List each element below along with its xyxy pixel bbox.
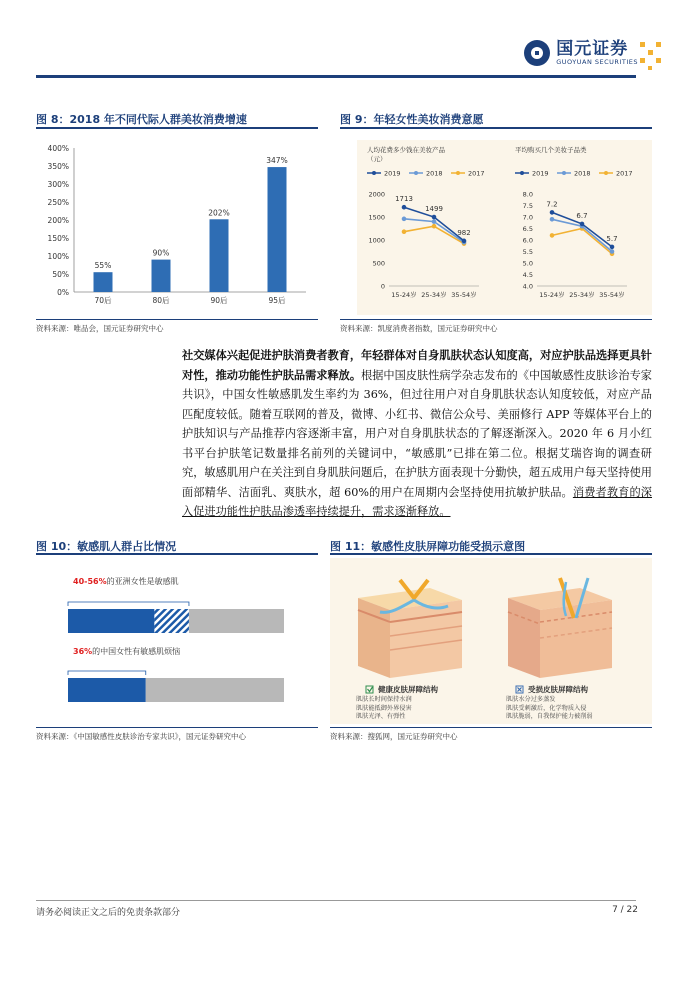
legend-label: 2017: [616, 169, 633, 178]
bar-china-rest: [146, 678, 284, 702]
legend-marker: [372, 171, 376, 175]
y-tick-label: 1500: [368, 213, 385, 222]
y-tick-label: 50%: [52, 270, 69, 279]
legend-marker: [562, 171, 566, 175]
x-tick-label: 90后: [210, 296, 228, 305]
bar-china-sensitive: [68, 678, 146, 702]
brand-logo: [524, 40, 638, 66]
fig9-rule: [340, 127, 652, 129]
y-tick-label: 6.5: [522, 225, 533, 233]
y-tick-label: 200%: [47, 216, 69, 225]
bracket-china: [68, 671, 146, 675]
x-tick-label: 25-34岁: [421, 291, 447, 299]
series-point: [432, 224, 437, 229]
panel-subtitle: 平均购买几个美妆子品类: [515, 146, 587, 154]
y-tick-label: 4.0: [522, 282, 533, 291]
fig10-rule: [36, 553, 318, 555]
y-tick-label: 2000: [368, 190, 385, 199]
fig10-chart: [36, 560, 316, 720]
fig9-title: 图 9：年轻女性美妆消费意愿: [340, 113, 484, 126]
healthy-notes: 肌肤长时间保持水润 肌肤能抵御外界侵害 肌肤光泽、有弹性: [356, 696, 412, 720]
logo-name-cn: 国元证券: [556, 39, 629, 59]
series-point: [610, 245, 615, 250]
y-tick-label: 6.0: [522, 236, 533, 245]
footer-disclaimer: 请务必阅读正文之后的免责条款部分: [36, 908, 181, 918]
series-point: [550, 233, 555, 238]
damaged-skin-block: [508, 578, 612, 678]
y-tick-label: 500: [372, 259, 385, 268]
legend-label: 2018: [574, 169, 591, 178]
fig8-rule: [36, 127, 318, 129]
x-tick-label: 95后: [268, 296, 286, 305]
y-tick-label: 8.0: [522, 190, 533, 199]
y-tick-label: 5.5: [522, 248, 533, 256]
fig11-bottom-rule: [330, 727, 652, 728]
body-conclusion: 消费者教育的深入促进功能性护肤品渗透率持续提升，需求逐渐释放。: [182, 485, 652, 518]
legend-label: 2017: [468, 169, 485, 178]
body-lead: 社交媒体兴起促进护肤消费者教育，年轻群体对自身肌肤状态认知度高，对应护肤品选择更具针对性，推动功能性护肤品需求释放。: [182, 348, 652, 382]
healthy-skin-block: [358, 580, 462, 678]
logo-mark-icon: [524, 40, 550, 66]
logo-dots-icon: [640, 42, 664, 72]
data-label: 90%: [152, 248, 170, 258]
y-tick-label: 350%: [47, 162, 69, 171]
series-point: [550, 217, 555, 222]
y-tick-label: 7.0: [522, 213, 533, 222]
data-label: 347%: [266, 156, 288, 166]
body-paragraph: [182, 346, 652, 522]
data-label: 1713: [395, 195, 413, 204]
footer-rule: [36, 900, 636, 901]
y-tick-label: 7.5: [522, 202, 533, 210]
y-tick-label: 400%: [47, 144, 69, 153]
page-number: 7 / 22: [612, 905, 638, 915]
fig11-rule: [330, 553, 652, 555]
data-label: 202%: [208, 208, 230, 218]
y-tick-label: 150%: [47, 234, 69, 243]
fig9-bottom-rule: [340, 319, 652, 320]
series-point: [402, 205, 407, 210]
fig9-line-charts: [357, 140, 652, 315]
series-point: [432, 219, 437, 224]
data-label: 55%: [94, 261, 112, 271]
fig9-source: 资料来源：凯度消费者指数，国元证券研究中心: [340, 324, 498, 333]
data-label: 7.2: [546, 200, 558, 209]
bar: [94, 272, 113, 292]
logo-name-en: GUOYUAN SECURITIES: [556, 58, 638, 66]
y-tick-label: 100%: [47, 252, 69, 261]
panel-subtitle: 人均花费多少钱在美妆产品: [367, 146, 445, 154]
fig8-bottom-rule: [36, 319, 318, 320]
legend-label: 2018: [426, 169, 443, 178]
legend-label: 2019: [532, 169, 549, 178]
fig8-source: 资料来源：唯品会，国元证券研究中心: [36, 324, 164, 333]
y-tick-label: 1000: [368, 236, 385, 245]
legend-marker: [520, 171, 524, 175]
series-point: [610, 249, 615, 254]
y-tick-label: 4.5: [522, 271, 533, 279]
series-point: [432, 215, 437, 220]
x-tick-label: 35-54岁: [451, 291, 477, 299]
bar-asia-low: [68, 609, 154, 633]
series-point: [550, 210, 555, 215]
fig11-illustration: [330, 558, 652, 724]
series-point: [402, 217, 407, 222]
data-label: 6.7: [576, 211, 588, 220]
series-point: [462, 239, 467, 244]
x-tick-label: 15-24岁: [539, 291, 565, 299]
x-tick-label: 80后: [152, 296, 170, 305]
fig10-bars: [36, 560, 316, 720]
bar-asia-range: [154, 609, 189, 633]
fig10-label-asia: 40-56%的亚洲女性是敏感肌: [73, 577, 179, 586]
header-rule: [36, 75, 636, 78]
fig11-source: 资料来源：搜狐网，国元证券研究中心: [330, 732, 458, 741]
y-tick-label: 0%: [57, 288, 69, 297]
series-line: [404, 226, 464, 243]
bar-asia-rest: [189, 609, 284, 633]
fig10-bottom-rule: [36, 727, 318, 728]
legend-label: 2019: [384, 169, 401, 178]
panel-subtitle: （元）: [367, 155, 387, 163]
fig10-source: 资料来源：《中国敏感性皮肤诊治专家共识》，国元证券研究中心: [36, 732, 246, 741]
x-tick-label: 25-34岁: [569, 291, 595, 299]
series-point: [402, 229, 407, 234]
y-tick-label: 300%: [47, 180, 69, 189]
bar: [210, 219, 229, 292]
fig10-label-china: 36%的中国女性有敏感肌烦恼: [73, 647, 181, 656]
bar: [152, 260, 171, 292]
x-tick-label: 70后: [94, 296, 112, 305]
series-point: [580, 222, 585, 227]
data-label: 1499: [425, 205, 443, 214]
data-label: 5.7: [606, 234, 618, 243]
legend-marker: [456, 171, 460, 175]
bar: [268, 167, 287, 292]
x-tick-label: 35-54岁: [599, 291, 625, 299]
data-label: 982: [457, 228, 471, 237]
body-text: 根据中国皮肤性病学杂志发布的《中国敏感性皮肤诊治专家共识》，中国女性敏感肌发生率约为 36%，但过往用户对自身肌肤状态认知度较低，对应产品匹配度较低。随着互联网的普及，微博、小红书、微信公众号、美丽修行 APP 等媒体平台上的护肤知识与产品推荐内容逐渐丰富，用户对自身肌肤状态的了解逐渐深入。2020 年 6 月小红书平台护肤笔记数量排名前列的关键词中，“敏感肌”已排在第二位。根据艾瑞咨询的调查研究，敏感肌用户在关注到自身肌肤问题后，在护肤方面表现十分勤快，超五成用户每天坚持使用面部精华、洁面乳、爽肤水，超 60%的用户在周期内会坚持使用抗敏护肤品。: [182, 368, 652, 499]
fig8-title: 图 8：2018 年不同代际人群美妆消费增速: [36, 113, 247, 126]
y-tick-label: 0: [380, 282, 385, 291]
healthy-caption: 健康皮肤屏障结构: [378, 685, 438, 694]
fig8-bar-chart: [36, 140, 316, 315]
legend-marker: [414, 171, 418, 175]
damaged-notes: 肌肤水分过多蒸发 肌肤受刺激后，化学物质入侵 肌肤脆弱，自我保护能力被削弱: [506, 696, 593, 720]
series-line: [552, 229, 612, 254]
y-tick-label: 250%: [47, 198, 69, 207]
fig11-title: 图 11：敏感性皮肤屏障功能受损示意图: [330, 540, 526, 553]
bracket-asia: [68, 602, 189, 606]
legend-marker: [604, 171, 608, 175]
damaged-caption: 受损皮肤屏障结构: [528, 685, 588, 694]
page-header: [0, 0, 700, 80]
fig10-title: 图 10：敏感肌人群占比情况: [36, 540, 177, 553]
y-tick-label: 5.0: [522, 259, 533, 268]
x-tick-label: 15-24岁: [391, 291, 417, 299]
